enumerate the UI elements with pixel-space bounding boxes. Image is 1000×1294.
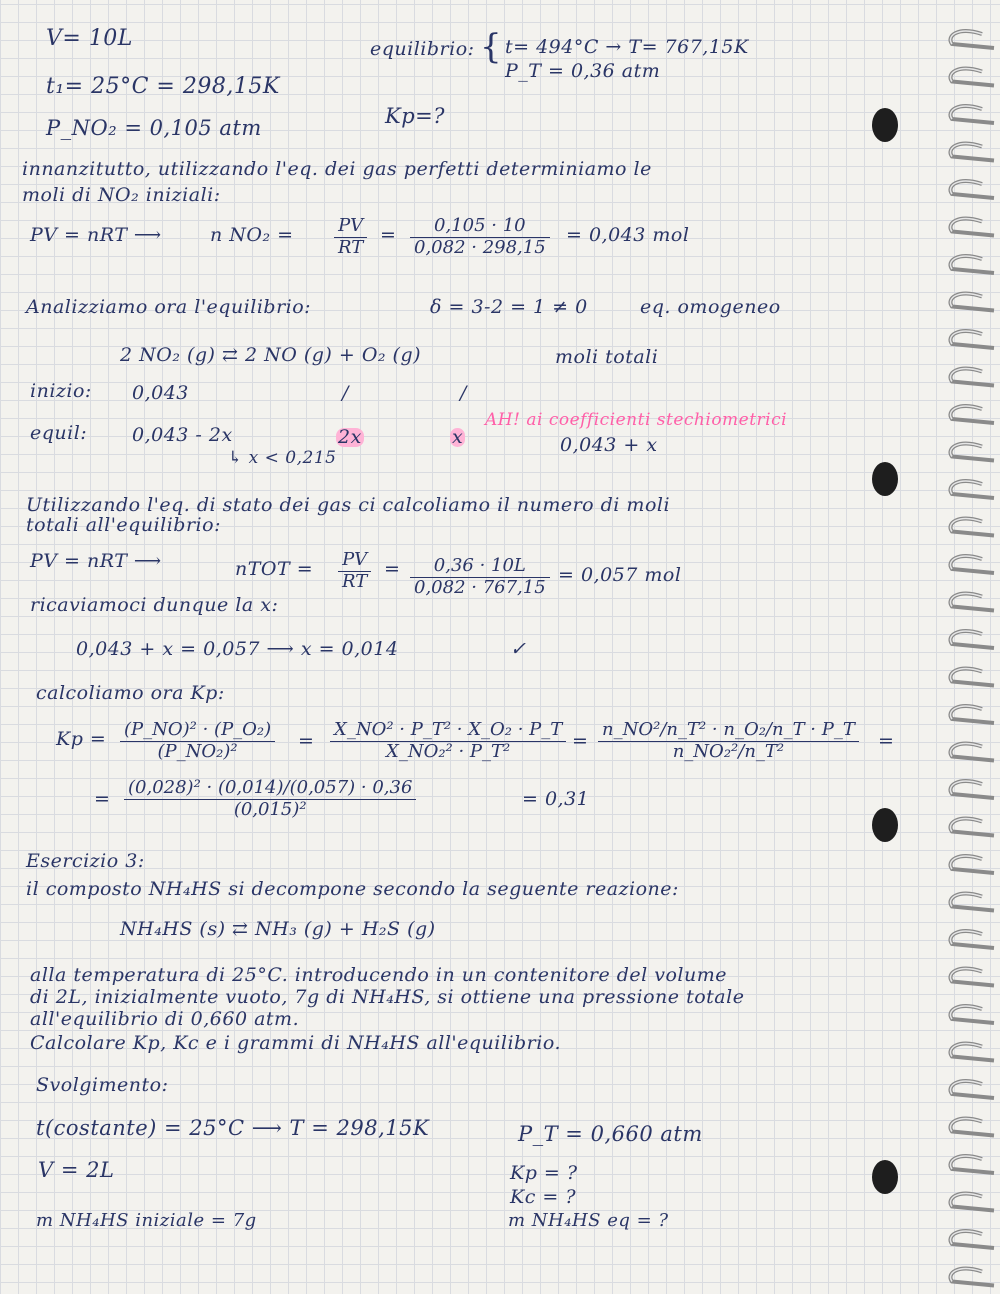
spiral-coil: [950, 481, 994, 498]
spiral-coil-highlight: [950, 594, 982, 607]
total-moles-header: moli totali: [555, 346, 659, 368]
spiral-coil-highlight: [950, 1269, 982, 1282]
spiral-coil-highlight: [950, 369, 982, 382]
kp-equals-2: =: [572, 730, 589, 752]
solution-heading: Svolgimento:: [36, 1074, 169, 1096]
fraction-pv-rt-2: $\frac{PV}{RT}$: [338, 550, 371, 592]
solution-eq-mass: m NH₄HS eq = ?: [508, 1210, 669, 1231]
spiral-coil: [950, 744, 994, 761]
spiral-coil-highlight: [950, 1119, 982, 1132]
n-no2-label: n NO₂ =: [210, 224, 294, 246]
solution-volume: V = 2L: [38, 1158, 115, 1182]
spiral-coil-highlight: [950, 31, 982, 44]
spiral-binding: [938, 0, 1000, 1294]
checkmark-icon: ✓: [510, 638, 527, 660]
solution-total-pressure: P_T = 0,660 atm: [518, 1122, 703, 1146]
equilibrium-temp: t= 494°C → T= 767,15K: [505, 36, 749, 58]
initial-row-no2: 0,043: [132, 382, 189, 404]
x-equation: 0,043 + x = 0,057 ⟶ x = 0,014: [76, 638, 399, 660]
intro-line-1: innanzitutto, utilizzando l'eq. dei gas perfetti determiniamo le: [22, 158, 652, 180]
no2-pressure: P_NO₂ = 0,105 atm: [46, 116, 262, 140]
spiral-coil-highlight: [950, 219, 982, 232]
equals-sign: =: [380, 224, 397, 246]
spiral-coil-highlight: [950, 969, 982, 982]
equil-total-moles: 0,043 + x: [560, 434, 658, 456]
exercise-3-line-3: di 2L, inizialmente vuoto, 7g di NH₄HS, si ottiene una pressione totale: [30, 986, 745, 1008]
solution-kp: Kp = ?: [510, 1162, 578, 1184]
equil-row-label: equil:: [30, 422, 88, 444]
exercise-3-line-5: Calcolare Kp, Kc e i grammi di NH₄HS all'equilibrio.: [30, 1032, 561, 1054]
kp-lhs: Kp =: [56, 728, 107, 750]
solution-kc: Kc = ?: [510, 1186, 577, 1208]
punch-hole-1: [872, 108, 898, 142]
spiral-coil: [950, 31, 994, 48]
spiral-coil: [950, 931, 994, 948]
exercise-3-line-1: il composto NH₄HS si decompone secondo la seguente reazione:: [26, 878, 679, 900]
punch-hole-3: [872, 808, 898, 842]
spiral-coil-highlight: [950, 256, 982, 269]
spiral-coil: [950, 144, 994, 161]
spiral-coil: [950, 856, 994, 873]
equals-sign-2: =: [384, 558, 401, 580]
fraction-n-no2: $\frac{0,105 \cdot 10}{0,082 \cdot 298,15}$: [410, 216, 550, 258]
equil-row-no: 2x: [338, 426, 362, 448]
spiral-coil-highlight: [950, 819, 982, 832]
ntot-result: = 0,057 mol: [558, 564, 682, 586]
spiral-coil: [950, 1231, 994, 1248]
ideal-gas-eq-2: PV = nRT ⟶: [30, 550, 162, 572]
equil-row-o2: x: [452, 426, 464, 448]
spiral-coil: [950, 1081, 994, 1098]
spiral-coil-highlight: [950, 519, 982, 532]
n-no2-result: = 0,043 mol: [566, 224, 690, 246]
spiral-coil: [950, 181, 994, 198]
kp-result: = 0,31: [522, 788, 590, 810]
spiral-coil: [950, 669, 994, 686]
spiral-coil-highlight: [950, 706, 982, 719]
fraction-pv-rt: $\frac{PV}{RT}$: [334, 216, 367, 258]
spiral-coil: [950, 781, 994, 798]
punch-hole-2: [872, 462, 898, 496]
spiral-coil: [950, 331, 994, 348]
punch-hole-4: [872, 1160, 898, 1194]
spiral-coil: [950, 1006, 994, 1023]
spiral-coil: [950, 256, 994, 273]
spiral-coil-highlight: [950, 894, 982, 907]
spiral-coil-highlight: [950, 1081, 982, 1094]
exercise-3-line-4: all'equilibrio di 0,660 atm.: [30, 1008, 300, 1030]
initial-row-no: /: [342, 382, 349, 404]
equilibrium-type: eq. omogeneo: [640, 296, 781, 318]
equilibrium-intro: Analizziamo ora l'equilibrio:: [26, 296, 312, 318]
spiral-coil-highlight: [950, 1231, 982, 1244]
kp-equals-1: =: [298, 730, 315, 752]
spiral-coil-highlight: [950, 631, 982, 644]
spiral-coil-highlight: [950, 556, 982, 569]
kp-question: Kp=?: [385, 104, 445, 128]
kp-equals-4: =: [94, 788, 111, 810]
solve-x-intro: ricaviamoci dunque la x:: [30, 594, 279, 616]
initial-row-o2: /: [460, 382, 467, 404]
solution-temperature: t(costante) = 25°C ⟶ T = 298,15K: [36, 1116, 430, 1140]
spiral-coil-highlight: [950, 1156, 982, 1169]
spiral-coil-highlight: [950, 294, 982, 307]
reaction-equation: 2 NO₂ (g) ⇄ 2 NO (g) + O₂ (g): [120, 344, 422, 366]
equil-row-no2: 0,043 - 2x: [132, 424, 233, 446]
spiral-coil: [950, 406, 994, 423]
volume-value: V= 10L: [46, 26, 133, 51]
initial-temp: t₁= 25°C = 298,15K: [46, 74, 280, 99]
spiral-coil: [950, 1119, 994, 1136]
spiral-coil-highlight: [950, 1006, 982, 1019]
kp-equals-3: =: [878, 730, 895, 752]
spiral-coil-highlight: [950, 781, 982, 794]
spiral-coil: [950, 969, 994, 986]
ideal-gas-eq: PV = nRT ⟶: [30, 224, 162, 246]
intro-line-2: moli di NO₂ iniziali:: [22, 184, 221, 206]
spiral-coil-highlight: [950, 406, 982, 419]
spiral-coil-highlight: [950, 181, 982, 194]
spiral-coil: [950, 1194, 994, 1211]
spiral-coil: [950, 894, 994, 911]
delta-n: δ = 3-2 = 1 ≠ 0: [430, 296, 588, 318]
spiral-coil: [950, 556, 994, 573]
spiral-coil: [950, 369, 994, 386]
spiral-coil-highlight: [950, 106, 982, 119]
spiral-coil: [950, 706, 994, 723]
spiral-coil: [950, 219, 994, 236]
spiral-coil-highlight: [950, 1044, 982, 1057]
spiral-coil-highlight: [950, 1194, 982, 1207]
spiral-coil-highlight: [950, 69, 982, 82]
spiral-coil-highlight: [950, 331, 982, 344]
spiral-coil: [950, 1269, 994, 1286]
exercise-3-line-2: alla temperatura di 25°C. introducendo in un contenitore del volume: [30, 964, 727, 986]
x-constraint: ↳ x < 0,215: [228, 448, 337, 468]
spiral-coil: [950, 519, 994, 536]
equilibrium-label: equilibrio:: [370, 38, 475, 60]
spiral-coil: [950, 1156, 994, 1173]
spiral-coil-highlight: [950, 744, 982, 757]
totals-line-1: Utilizzando l'eq. di stato dei gas ci calcoliamo il numero di moli: [26, 494, 671, 516]
spiral-coil: [950, 294, 994, 311]
kp-fraction-molar: $\frac{\text{X\_NO² · P\_T² · X\_O₂ · P\_T}}{\text{X\_NO₂² · P\_T²}}$: [330, 720, 566, 762]
kp-fraction-moles: $\frac{\text{n\_NO²/n\_T² · n\_O₂/n\_T · P\_T}}{\text{n\_NO₂²/n\_T²}}$: [598, 720, 859, 762]
brace-open: {: [480, 27, 503, 67]
spiral-coil: [950, 444, 994, 461]
spiral-coil-highlight: [950, 481, 982, 494]
kp-fraction-pressures: $\frac{\text{(P\_NO)² · (P\_O₂)}}{\text{(P\_NO₂)²}}$: [120, 720, 275, 762]
spiral-coil-highlight: [950, 444, 982, 457]
spiral-coil: [950, 631, 994, 648]
spiral-coil: [950, 594, 994, 611]
spiral-coil-highlight: [950, 856, 982, 869]
kp-intro: calcoliamo ora Kp:: [36, 682, 225, 704]
spiral-coil: [950, 1044, 994, 1061]
spiral-coil-highlight: [950, 931, 982, 944]
spiral-coil-highlight: [950, 144, 982, 157]
spiral-coil: [950, 819, 994, 836]
initial-row-label: inizio:: [30, 380, 92, 402]
totals-line-2: totali all'equilibrio:: [26, 514, 221, 536]
stoichiometry-note: AH! ai coefficienti stechiometrici: [485, 410, 788, 430]
equilibrium-pressure: P_T = 0,36 atm: [505, 60, 661, 82]
ntot-label: nTOT =: [235, 558, 314, 580]
spiral-coil: [950, 106, 994, 123]
spiral-coil-highlight: [950, 669, 982, 682]
fraction-ntot: $\frac{0,36 \cdot 10L}{0,082 \cdot 767,15}$: [410, 556, 550, 598]
exercise-3-title: Esercizio 3:: [26, 850, 145, 872]
solution-initial-mass: m NH₄HS iniziale = 7g: [36, 1210, 257, 1231]
spiral-coil: [950, 69, 994, 86]
kp-fraction-numeric: $\frac{\text{(0,028)² · (0,014)/(0,057) · 0,36}}{\text{(0,015)²}}$: [124, 778, 416, 820]
exercise-3-reaction: NH₄HS (s) ⇄ NH₃ (g) + H₂S (g): [120, 918, 436, 940]
